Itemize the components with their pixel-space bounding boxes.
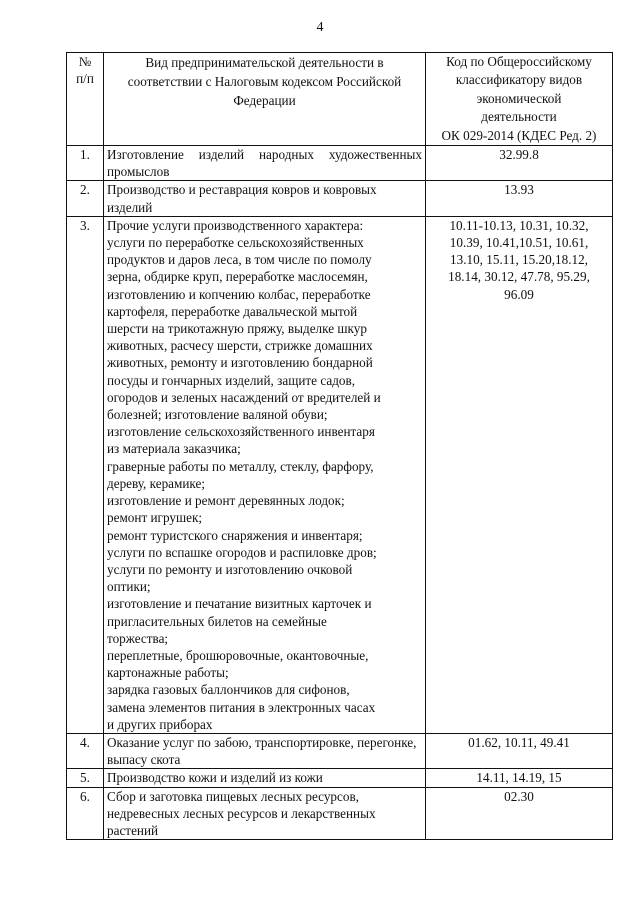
activity-line: зерна, обдирке круп, переработке маслосемян, [107, 269, 368, 285]
row-activity: Оказание услуг по забою, транспортировке, перегонке, выпасу скота [104, 733, 426, 768]
activity-line: изготовление и ремонт деревянных лодок; [107, 493, 345, 509]
code-line: 18.14, 30.12, 47.78, 95.29, [448, 269, 590, 285]
row-activity [104, 216, 426, 733]
activity-line: изготовление сельскохозяйственного инвентаря [107, 424, 375, 440]
activity-line: животных, ремонту и изготовлению бондарной [107, 355, 373, 371]
code-line: 96.09 [504, 286, 534, 302]
activity-line: пригласительных билетов на семейные [107, 613, 327, 629]
header-code-line: ОК 029-2014 (КДЕС Ред. 2) [441, 127, 597, 143]
activity-line: услуги по ремонту и изготовлению очковой [107, 561, 353, 577]
header-code-line: Код по Общероссийскому [446, 54, 592, 69]
code-line: 13.10, 15.11, 15.20,18.12, [450, 252, 588, 268]
header-number-symbol: № [78, 54, 92, 69]
activity-line: и других приборах [107, 716, 213, 732]
activity-line: Прочие услуги производственного характера: [107, 217, 364, 233]
row-activity: Производство кожи и изделий из кожи [104, 769, 426, 787]
activity-line: услуги по вспашке огородов и распиловке дров; [107, 544, 377, 560]
activities-table [66, 52, 613, 840]
activity-line: продуктов и даров леса, в том числе по помолу [107, 252, 372, 268]
header-number [67, 53, 104, 146]
row-number: 3. [67, 216, 104, 733]
header-row [67, 53, 613, 146]
table-row [67, 787, 613, 840]
activity-line: шерсти на трикотажную пряжу, выделке шкур [107, 321, 367, 337]
table-row [67, 216, 613, 733]
row-code: 32.99.8 [426, 146, 613, 181]
row-number: 4. [67, 733, 104, 768]
row-code: 01.62, 10.11, 49.41 [426, 733, 613, 768]
row-number: 6. [67, 787, 104, 840]
row-code [426, 216, 613, 733]
table-row [67, 769, 613, 787]
row-number: 2. [67, 181, 104, 216]
activity-line: болезней; изготовление валяной обуви; [107, 407, 328, 423]
header-code-line: деятельности [481, 109, 557, 125]
row-activity: Сбор и заготовка пищевых лесных ресурсов, недревесных лесных ресурсов и лекарственных растений [104, 787, 426, 840]
activity-line: зарядка газовых баллончиков для сифонов, [107, 682, 350, 698]
row-activity: Производство и реставрация ковров и ковровых изделий [104, 181, 426, 216]
header-okved-code [426, 53, 613, 146]
activity-line: ремонт игрушек; [107, 510, 203, 526]
activity-line: замена элементов питания в электронных часах [107, 699, 376, 715]
code-line: 10.11-10.13, 10.31, 10.32, [449, 217, 589, 233]
table-row [67, 181, 613, 216]
activity-line: картофеля, переработке давальческой мытой [107, 303, 358, 319]
activity-line: огородов и зеленых насаждений от вредителей и [107, 389, 381, 405]
row-code: 02.30 [426, 787, 613, 840]
row-code: 14.11, 14.19, 15 [426, 769, 613, 787]
row-number: 1. [67, 146, 104, 181]
activity-line: изготовлению и копчению колбас, переработке [107, 286, 371, 302]
activity-line: торжества; [107, 630, 169, 646]
activity-line: переплетные, брошюровочные, окантовочные, [107, 647, 369, 663]
header-code-line: экономической [476, 90, 562, 106]
table-row [67, 146, 613, 181]
code-line: 10.39, 10.41,10.51, 10.61, [449, 235, 589, 251]
activity-line: из материала заказчика; [107, 441, 241, 457]
activity-line: животных, расчесу шерсти, стрижке домашних [107, 338, 373, 354]
activity-line: дереву, керамике; [107, 475, 206, 491]
header-code-line: классификатору видов [455, 72, 583, 88]
activity-line: оптики; [107, 579, 151, 595]
page-number: 4 [316, 20, 324, 35]
table-row [67, 733, 613, 768]
activity-line: посуды и гончарных изделий, защите садов, [107, 372, 356, 388]
activity-line: картонажные работы; [107, 665, 229, 681]
row-number: 5. [67, 769, 104, 787]
row-code: 13.93 [426, 181, 613, 216]
activity-line: ремонт туристского снаряжения и инвентаря; [107, 527, 363, 543]
header-number-abbr: п/п [76, 71, 94, 86]
activity-line: граверные работы по металлу, стеклу, фарфору, [107, 458, 374, 474]
activity-line: изготовление и печатание визитных карточек и [107, 596, 372, 612]
activity-line: услуги по переработке сельскохозяйственных [107, 235, 364, 251]
header-activity-kind: Вид предпринимательской деятельности в соответствии с Налоговым кодексом Российской Федерации [104, 53, 426, 146]
row-activity: Изготовление изделий народных художественных промыслов [104, 146, 426, 181]
